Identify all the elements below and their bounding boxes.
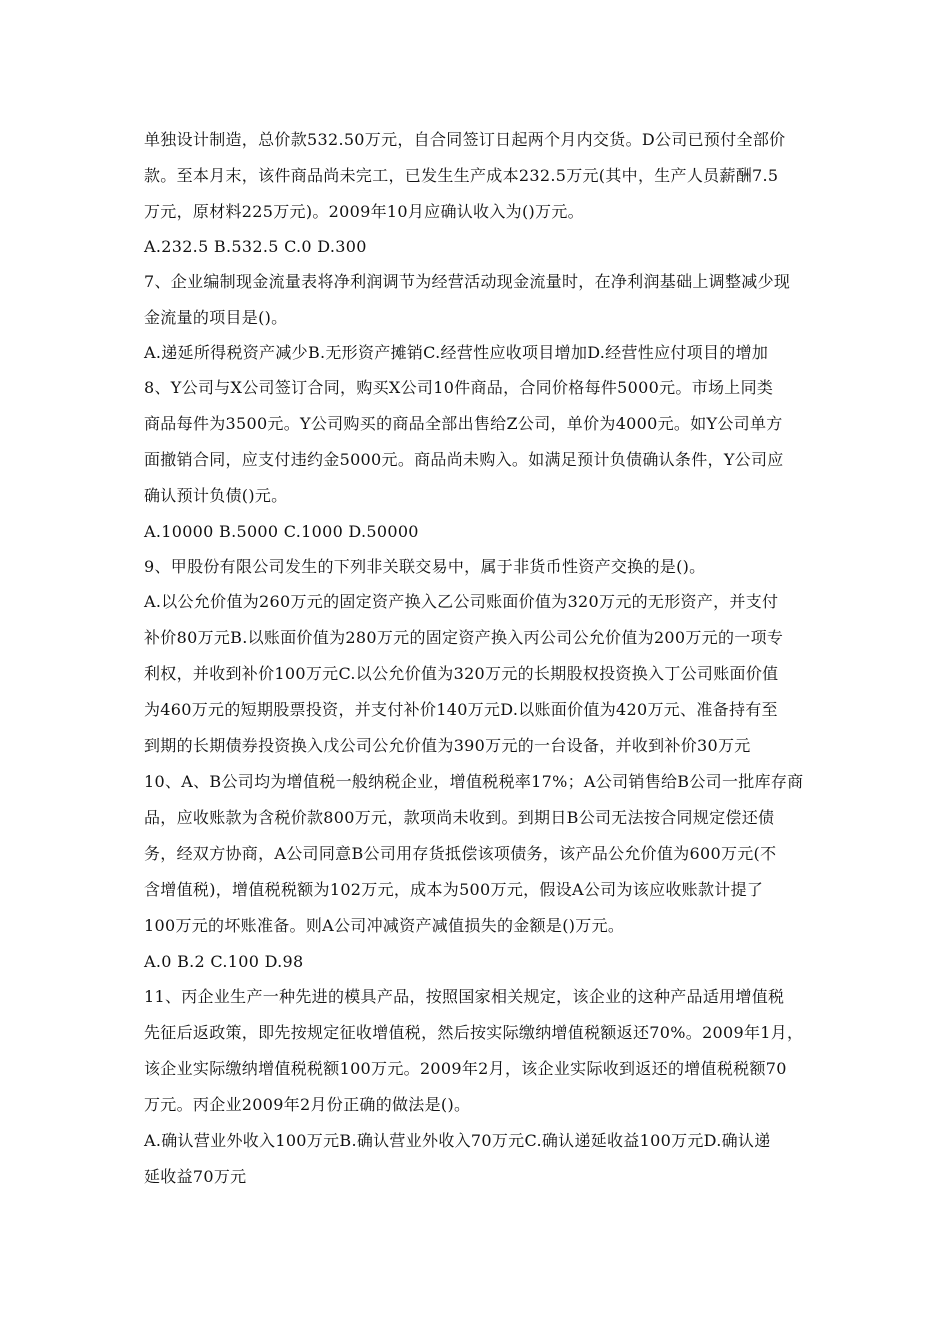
text-line: 品，应收账款为含税价款800万元，款项尚未收到。到期日B公司无法按合同规定偿还债 [144, 808, 775, 827]
text-line: A.以公允价值为260万元的固定资产换入乙公司账面价值为320万元的无形资产，并支付 [144, 592, 779, 611]
question-line: 11、丙企业生产一种先进的模具产品，按照国家相关规定，该企业的这种产品适用增值税 [144, 987, 785, 1006]
text-line: 务，经双方协商，A公司同意B公司用存货抵偿该项债务，该产品公允价值为600万元(不 [144, 844, 777, 863]
text-line: 款。至本月末，该件商品尚未完工，已发生生产成本232.5万元(其中，生产人员薪酬7.5 [144, 166, 779, 185]
question-line: 7、企业编制现金流量表将净利润调节为经营活动现金流量时，在净利润基础上调整减少现 [144, 272, 791, 291]
text-line: 该企业实际缴纳增值税税额100万元。2009年2月，该企业实际收到返还的增值税税额70 [144, 1059, 787, 1078]
option-line: A.10000 B.5000 C.1000 D.50000 [144, 522, 419, 541]
option-line: A.232.5 B.532.5 C.0 D.300 [144, 237, 367, 256]
question-line: 8、Y公司与X公司签订合同，购买X公司10件商品，合同价格每件5000元。市场上同类 [144, 378, 774, 397]
text-line: 延收益70万元 [144, 1167, 247, 1186]
option-line: A.递延所得税资产减少B.无形资产摊销C.经营性应收项目增加D.经营性应付项目的增加 [144, 343, 769, 362]
text-line: 补价80万元B.以账面价值为280万元的固定资产换入丙公司公允价值为200万元的一项专 [144, 628, 784, 647]
text-line: 金流量的项目是()。 [144, 308, 288, 327]
option-line: A.0 B.2 C.100 D.98 [144, 952, 304, 971]
text-line: 含增值税)，增值税税额为102万元，成本为500万元，假设A公司为该应收账款计提了 [144, 880, 764, 899]
text-line: 确认预计负债()元。 [144, 486, 288, 505]
text-line: 先征后返政策，即先按规定征收增值税，然后按实际缴纳增值税额返还70%。2009年1月， [144, 1023, 804, 1042]
text-line: 为460万元的短期股票投资，并支付补价140万元D.以账面价值为420万元、准备持有至 [144, 700, 778, 719]
text-line: 单独设计制造，总价款532.50万元，自合同签订日起两个月内交货。D公司已预付全部价 [144, 130, 786, 149]
text-line: 面撤销合同，应支付违约金5000元。商品尚未购入。如满足预计负债确认条件，Y公司应 [144, 450, 784, 469]
text-line: 100万元的坏账准备。则A公司冲减资产减值损失的金额是()万元。 [144, 916, 625, 935]
text-line: 万元，原材料225万元)。2009年10月应确认收入为()万元。 [144, 202, 584, 221]
text-line: 利权，并收到补价100万元C.以公允价值为320万元的长期股权投资换入丁公司账面价值 [144, 664, 779, 683]
question-line: 9、甲股份有限公司发生的下列非关联交易中，属于非货币性资产交换的是()。 [144, 557, 706, 576]
text-line: 商品每件为3500元。Y公司购买的商品全部出售给Z公司，单价为4000元。如Y公司单方 [144, 414, 783, 433]
text-line: 万元。丙企业2009年2月份正确的做法是()。 [144, 1095, 471, 1114]
option-line: A.确认营业外收入100万元B.确认营业外收入70万元C.确认递延收益100万元D.确认递 [144, 1131, 771, 1150]
question-line: 10、A、B公司均为增值税一般纳税企业，增值税税率17%；A公司销售给B公司一批库存商 [144, 772, 804, 791]
text-line: 到期的长期债券投资换入戊公司公允价值为390万元的一台设备，并收到补价30万元 [144, 736, 751, 755]
